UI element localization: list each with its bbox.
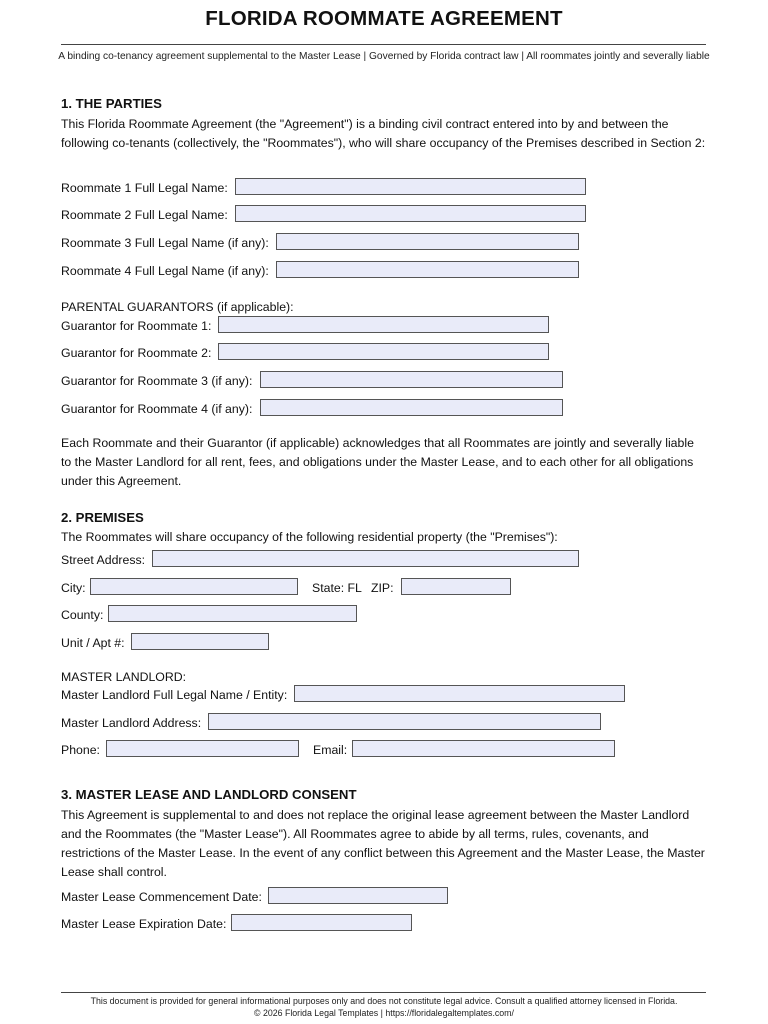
joint-liability-paragraph: Each Roommate and their Guarantor (if applicable) acknowledges that all Roommates are jointly and severally liable to the Master Landlord for all rent, fees, and obligations under the Master Lease, and to each other for all obligations under this Agreement.	[61, 436, 694, 488]
unit-apt-field[interactable]	[131, 633, 269, 650]
section-3-paragraph: This Agreement is supplemental to and does not replace the original lease agreement between the Master Landlord and the Roommates (the "Master Lease"). All Roommates agree to abide by all terms, rules, covenants, and restrictions of the Master Lease. In the event of any conflict between this Agreement and the Master Lease, the Master Lease shall control.	[61, 808, 705, 879]
unit-apt-label: Unit / Apt #:	[61, 636, 125, 650]
roommate-1-name-field[interactable]	[235, 178, 586, 195]
roommate-3-label: Roommate 3 Full Legal Name (if any):	[61, 236, 269, 250]
landlord-address-field[interactable]	[208, 713, 601, 730]
zip-label: ZIP:	[371, 581, 394, 595]
guarantor-2-label: Guarantor for Roommate 2:	[61, 346, 212, 360]
expiration-date-field[interactable]	[231, 914, 412, 931]
footer-divider	[61, 992, 706, 993]
master-landlord-heading: MASTER LANDLORD:	[61, 670, 187, 684]
guarantor-3-field[interactable]	[260, 371, 563, 388]
guarantor-3-label: Guarantor for Roommate 3 (if any):	[61, 374, 253, 388]
roommate-4-name-field[interactable]	[276, 261, 579, 278]
guarantor-4-label: Guarantor for Roommate 4 (if any):	[61, 402, 253, 416]
guarantor-1-label: Guarantor for Roommate 1:	[61, 319, 212, 333]
zip-field[interactable]	[401, 578, 511, 595]
commencement-date-field[interactable]	[268, 887, 448, 904]
section-1-intro: This Florida Roommate Agreement (the "Agreement") is a binding civil contract entered into by and between the following co-tenants (collectively, the "Roommates"), who will share occupancy of the Premises described in Section 2:	[61, 117, 706, 150]
email-label: Email:	[313, 743, 348, 757]
roommate-3-name-field[interactable]	[276, 233, 579, 250]
section-2-intro: The Roommates will share occupancy of the following residential property (the "Premises"):	[61, 530, 558, 544]
expiration-date-label: Master Lease Expiration Date:	[61, 917, 227, 931]
roommate-1-label: Roommate 1 Full Legal Name:	[61, 181, 228, 195]
phone-label: Phone:	[61, 743, 100, 757]
city-label: City:	[61, 581, 86, 595]
guarantor-2-field[interactable]	[218, 343, 549, 360]
city-field[interactable]	[90, 578, 298, 595]
landlord-name-label: Master Landlord Full Legal Name / Entity:	[61, 688, 288, 702]
section-1-heading: 1. THE PARTIES	[61, 96, 162, 111]
roommate-4-label: Roommate 4 Full Legal Name (if any):	[61, 264, 269, 278]
street-address-field[interactable]	[152, 550, 579, 567]
section-3-heading: 3. MASTER LEASE AND LANDLORD CONSENT	[61, 787, 357, 802]
county-label: County:	[61, 608, 104, 622]
email-field[interactable]	[352, 740, 615, 757]
document-title: FLORIDA ROOMMATE AGREEMENT	[205, 7, 563, 30]
document-subtitle: A binding co-tenancy agreement supplemental to the Master Lease | Governed by Florida contract law | All roommates jointly and severally liable	[58, 51, 710, 62]
roommate-2-name-field[interactable]	[235, 205, 586, 222]
county-field[interactable]	[108, 605, 357, 622]
commencement-date-label: Master Lease Commencement Date:	[61, 890, 262, 904]
landlord-address-label: Master Landlord Address:	[61, 716, 202, 730]
phone-field[interactable]	[106, 740, 299, 757]
guarantors-heading: PARENTAL GUARANTORS (if applicable):	[61, 300, 294, 314]
guarantor-4-field[interactable]	[260, 399, 563, 416]
section-2-heading: 2. PREMISES	[61, 510, 144, 525]
title-divider	[61, 44, 706, 45]
footer-copyright: © 2026 Florida Legal Templates | https://floridalegaltemplates.com/	[254, 1008, 514, 1018]
roommate-2-label: Roommate 2 Full Legal Name:	[61, 208, 228, 222]
guarantor-1-field[interactable]	[218, 316, 549, 333]
footer-disclaimer: This document is provided for general informational purposes only and does not constitute legal advice. Consult a qualified attorney licensed in Florida.	[90, 996, 678, 1006]
landlord-name-field[interactable]	[294, 685, 625, 702]
street-address-label: Street Address:	[61, 553, 146, 567]
state-label: State: FL	[312, 581, 362, 595]
